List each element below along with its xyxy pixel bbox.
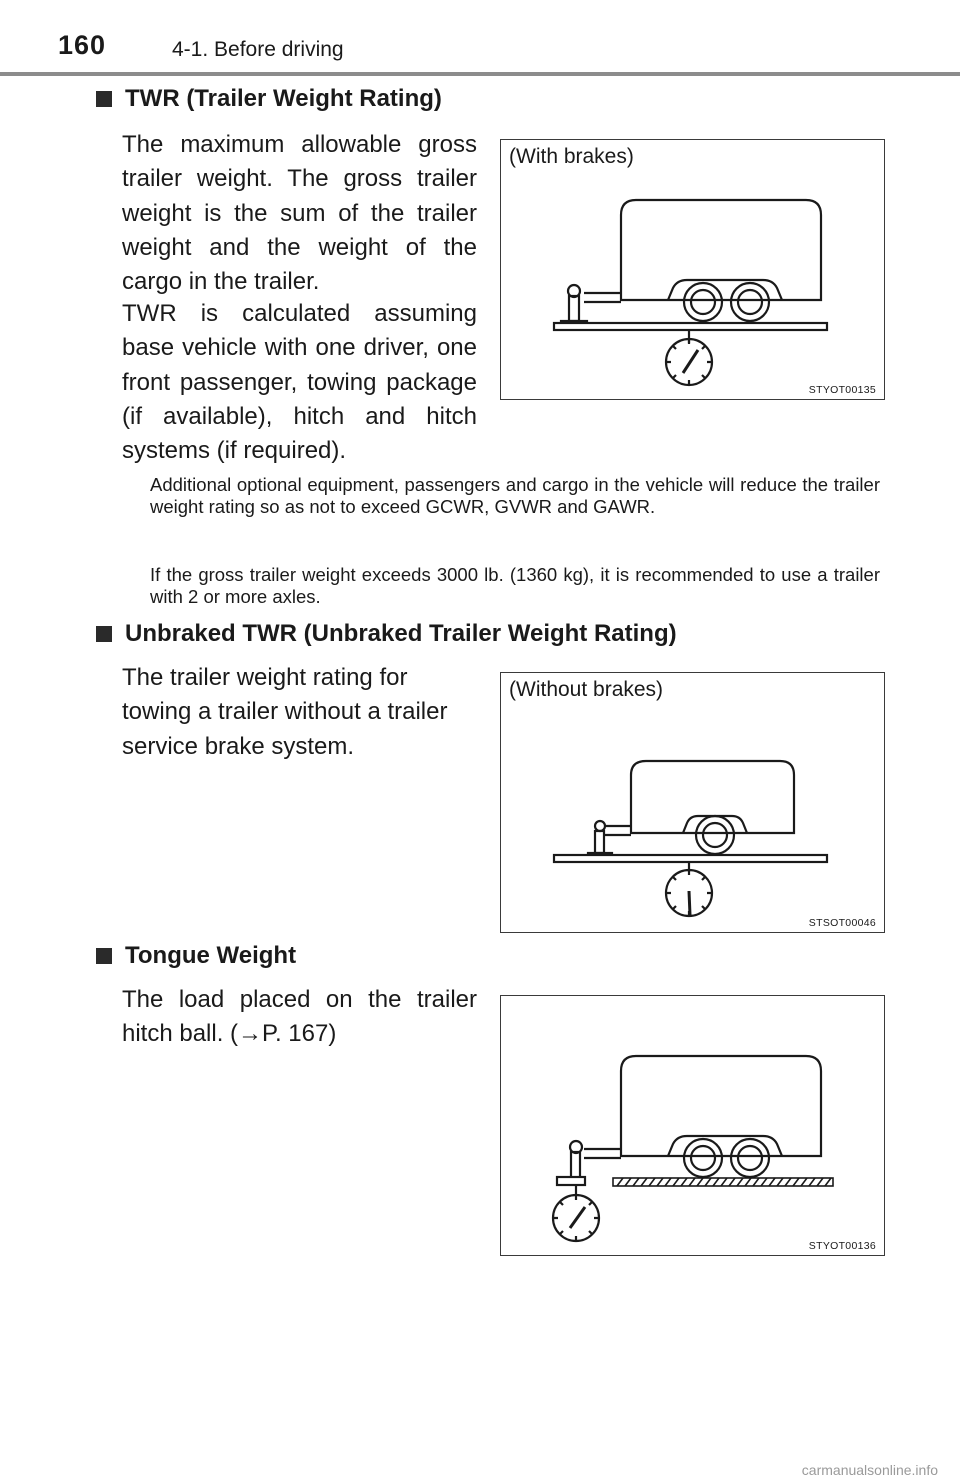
square-bullet-icon <box>96 626 112 642</box>
watermark-text: carmanualsonline.info <box>801 1462 938 1478</box>
page-number: 160 <box>58 30 107 60</box>
trailer-tongue-scale-illustration <box>501 996 886 1257</box>
heading-twr-text: TWR (Trailer Weight Rating) <box>125 85 442 112</box>
square-bullet-icon <box>96 948 112 964</box>
figure-tongue-weight <box>500 995 885 1256</box>
twr-definition: The maximum allowable gross trailer weight. The gross trailer weight is the sum of the trailer weight and the weight of the cargo in the trailer. <box>122 131 477 296</box>
twr-calculation: TWR is calculated assuming base vehicle with one driver, one front passenger, towing package (if available), hitch and hitch systems (if required). <box>122 300 477 465</box>
heading-unbraked-twr <box>96 620 677 648</box>
trailer-two-axle-scale-illustration <box>501 140 886 401</box>
figure-caption: (Without brakes) <box>509 678 664 701</box>
heading-unbraked-twr-text: Unbraked TWR (Unbraked Trailer Weight Rating) <box>125 620 677 647</box>
figure-without-brakes <box>500 672 885 933</box>
heading-tongue-weight-text: Tongue Weight <box>125 942 297 969</box>
note-multi-axle: If the gross trailer weight exceeds 3000 lb. (1360 kg), it is recommended to use a trailer with 2 or more axles. <box>150 564 880 607</box>
figure-caption: (With brakes) <box>509 145 634 168</box>
figure-code: STYOT00135 <box>808 384 876 396</box>
tongue-weight-definition: The load placed on the trailer hitch ball. (→P. 167) <box>122 986 477 1048</box>
trailer-single-axle-scale-illustration <box>501 673 886 934</box>
unbraked-twr-definition: The trailer weight rating for towing a trailer without a trailer service brake system. <box>122 664 448 760</box>
heading-tongue-weight <box>96 942 296 970</box>
square-bullet-icon <box>96 91 112 107</box>
heading-twr <box>96 85 442 113</box>
figure-code: STYOT00136 <box>808 1240 876 1252</box>
figure-with-brakes <box>500 139 885 400</box>
figure-code: STSOT00046 <box>808 917 876 929</box>
header-divider <box>0 72 960 76</box>
section-title: 4-1. Before driving <box>172 38 344 61</box>
note-additional-equipment: Additional optional equipment, passengers and cargo in the vehicle will reduce the trailer weight rating so as not to exceed GCWR, GVWR and GAWR. <box>150 474 880 517</box>
